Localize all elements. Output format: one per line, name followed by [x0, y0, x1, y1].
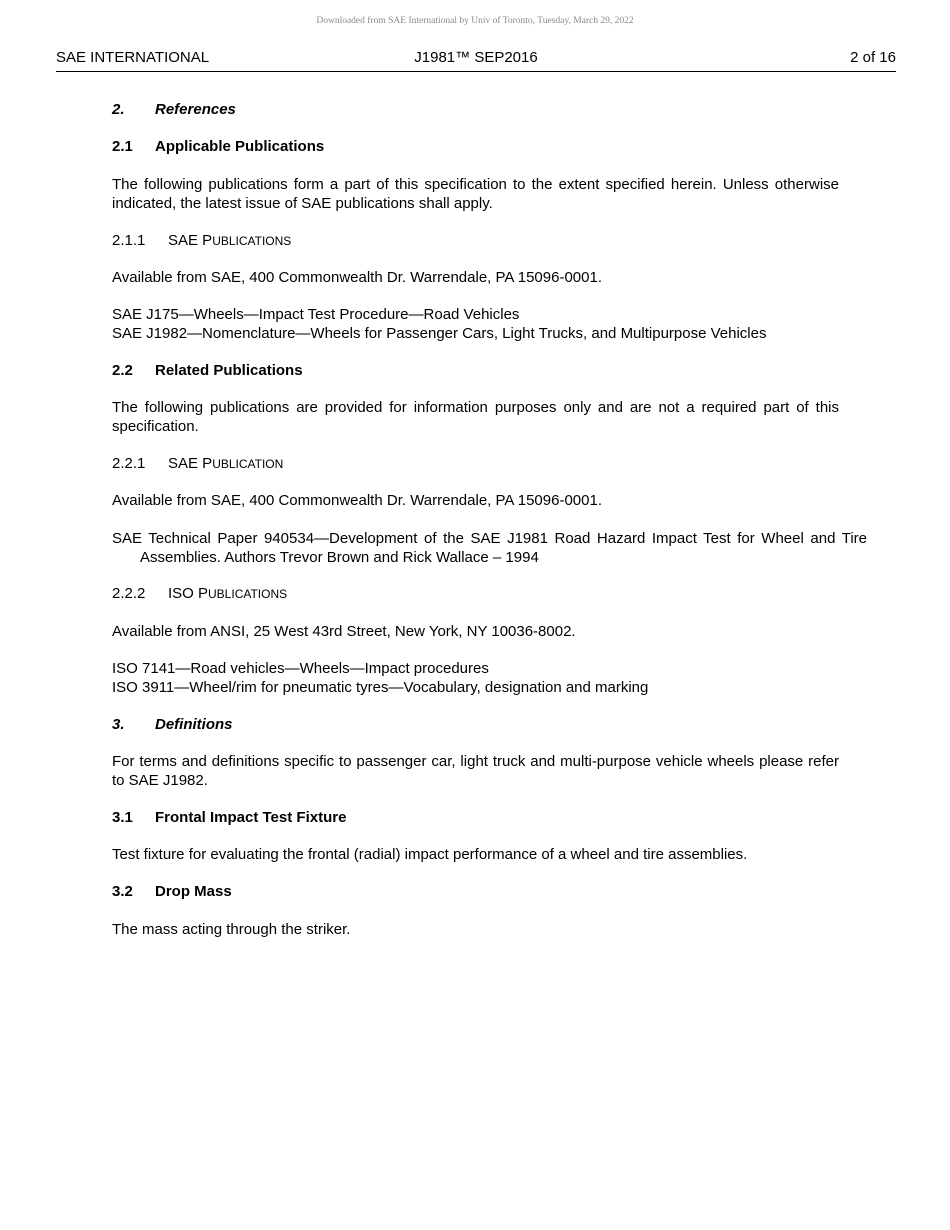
heading-iso-publications: [112, 585, 839, 604]
heading-number: 2.2: [112, 362, 133, 379]
heading-title: Drop Mass: [155, 883, 232, 900]
paragraph-frontal-impact-test-fixture: Test fixture for evaluating the frontal (radial) impact performance of a wheel and tire assemblies.: [112, 846, 748, 863]
heading-drop-mass: [112, 883, 839, 902]
heading-references: [112, 101, 839, 120]
heading-title-cap: SAE P: [168, 455, 213, 472]
heading-related-publications: [112, 362, 839, 381]
page-header: [56, 49, 896, 72]
heading-title-cap: ISO P: [168, 585, 209, 602]
heading-number: 3.: [112, 716, 125, 733]
reference-iso-3911: ISO 3911—Wheel/rim for pneumatic tyres—Vocabulary, designation and marking: [112, 679, 649, 696]
availability-ansi: Available from ANSI, 25 West 43rd Street, New York, NY 10036-8002.: [112, 623, 576, 640]
heading-applicable-publications: [112, 138, 839, 157]
availability-sae-2: Available from SAE, 400 Commonwealth Dr. Warrendale, PA 15096-0001.: [112, 492, 602, 509]
heading-definitions: [112, 716, 839, 735]
heading-title: References: [155, 101, 236, 118]
heading-number: 2.1: [112, 138, 133, 155]
heading-number: 2.2.1: [112, 455, 146, 472]
heading-number: 3.2: [112, 883, 133, 900]
header-publisher: SAE INTERNATIONAL: [56, 49, 210, 66]
heading-title: Related Publications: [155, 362, 303, 379]
heading-number: 2.2.2: [112, 585, 146, 602]
reference-iso-7141: ISO 7141—Road vehicles—Wheels—Impact procedures: [112, 660, 489, 677]
availability-sae-1: Available from SAE, 400 Commonwealth Dr. Warrendale, PA 15096-0001.: [112, 269, 602, 286]
heading-title-cap: SAE P: [168, 232, 213, 249]
paragraph-drop-mass: The mass acting through the striker.: [112, 921, 351, 938]
heading-title-smallcaps: UBLICATIONS: [208, 587, 288, 601]
heading-title-smallcaps: UBLICATION: [212, 457, 284, 471]
paragraph-definitions: For terms and definitions specific to passenger car, light truck and multi-purpose vehicle wheels please refer to SAE J1982.: [112, 753, 839, 789]
heading-number: 2.: [112, 101, 125, 118]
heading-number: 2.1.1: [112, 232, 146, 249]
heading-sae-publications: [112, 232, 839, 251]
reference-sae-j175: SAE J175—Wheels—Impact Test Procedure—Road Vehicles: [112, 306, 520, 323]
download-watermark: Downloaded from SAE International by Univ of Toronto, Tuesday, March 29, 2022: [316, 16, 634, 26]
heading-frontal-impact-test-fixture: [112, 809, 839, 828]
reference-technical-paper-940534: SAE Technical Paper 940534—Development of the SAE J1981 Road Hazard Impact Test for Wheel and Tire Assemblies. Authors Trevor Brown and Rick Wallace – 1994: [112, 530, 867, 566]
header-doc-id: J1981™ SEP2016: [414, 49, 538, 66]
heading-title: Frontal Impact Test Fixture: [155, 809, 347, 826]
heading-title-smallcaps: UBLICATIONS: [212, 234, 292, 248]
reference-sae-j1982: SAE J1982—Nomenclature—Wheels for Passenger Cars, Light Trucks, and Multipurpose Vehicles: [112, 325, 767, 342]
paragraph-applicable-publications: The following publications form a part of this specification to the extent specified herein. Unless otherwise indicated, the latest issue of SAE publications shall apply.: [112, 176, 839, 212]
header-page-number: 2 of 16: [850, 49, 896, 66]
heading-title: Applicable Publications: [155, 138, 325, 155]
heading-sae-publication: [112, 455, 839, 474]
heading-number: 3.1: [112, 809, 133, 826]
paragraph-related-publications: The following publications are provided for information purposes only and are not a required part of this specification.: [112, 399, 839, 435]
heading-title: Definitions: [155, 716, 233, 733]
